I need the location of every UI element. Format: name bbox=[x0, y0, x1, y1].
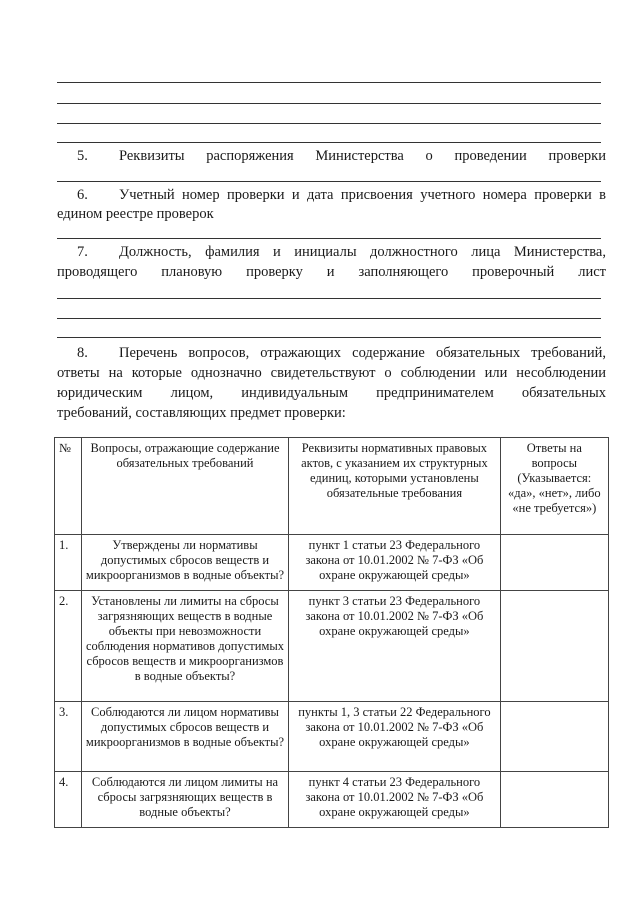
table-row bbox=[55, 772, 609, 828]
item-text: Реквизиты распоряжения Министерства о проведении проверки bbox=[119, 148, 606, 164]
blank-line bbox=[57, 318, 601, 319]
checklist-table bbox=[54, 437, 609, 828]
item-text-line: юридическим лицом, индивидуальным предпринимателем обязательных bbox=[57, 385, 606, 401]
item-text-line: проводящего плановую проверку и заполняющего проверочный лист bbox=[57, 264, 606, 280]
row-answer-cell[interactable] bbox=[500, 702, 608, 772]
item-text-line: Учетный номер проверки и дата присвоения учетного номера проверки в bbox=[119, 187, 606, 203]
header-number: № bbox=[55, 438, 82, 535]
item-text-line: ответы на которые однозначно свидетельствуют о соблюдении или несоблюдении bbox=[57, 365, 606, 381]
item-number: 7. bbox=[77, 244, 88, 260]
row-requisites: пункты 1, 3 статьи 22 Федерального закона от 10.01.2002 № 7-ФЗ «Об охране окружающей среды» bbox=[289, 702, 500, 772]
item-8-line-2 bbox=[57, 364, 606, 383]
item-6 bbox=[57, 186, 606, 205]
item-text-line: Перечень вопросов, отражающих содержание обязательных требований, bbox=[119, 345, 606, 361]
blank-line bbox=[57, 123, 601, 124]
table-header-row bbox=[55, 438, 609, 535]
table-row bbox=[55, 702, 609, 772]
blank-line bbox=[57, 238, 601, 239]
row-number: 2. bbox=[55, 591, 82, 702]
row-answer-cell[interactable] bbox=[500, 535, 608, 591]
header-answers: Ответы на вопросы (Указывается: «да», «нет», либо «не требуется») bbox=[500, 438, 608, 535]
row-requisites: пункт 4 статьи 23 Федерального закона от 10.01.2002 № 7-ФЗ «Об охране окружающей среды» bbox=[289, 772, 500, 828]
item-7-continued bbox=[57, 263, 606, 282]
row-requisites: пункт 3 статьи 23 Федерального закона от 10.01.2002 № 7-ФЗ «Об охране окружающей среды» bbox=[289, 591, 500, 702]
row-question: Соблюдаются ли лицом лимиты на сбросы загрязняющих веществ в водные объекты? bbox=[81, 772, 288, 828]
item-text-line: едином реестре проверок bbox=[57, 206, 214, 222]
blank-line bbox=[57, 103, 601, 104]
row-number: 1. bbox=[55, 535, 82, 591]
blank-line bbox=[57, 142, 601, 143]
row-question: Соблюдаются ли лицом нормативы допустимых сбросов веществ и микроорганизмов в водные объекты? bbox=[81, 702, 288, 772]
item-number: 5. bbox=[77, 148, 88, 164]
item-8-line-4 bbox=[57, 404, 606, 423]
row-answer-cell[interactable] bbox=[500, 772, 608, 828]
row-number: 3. bbox=[55, 702, 82, 772]
item-5 bbox=[57, 147, 606, 166]
item-8 bbox=[57, 344, 606, 363]
item-text-line: требований, составляющих предмет проверки: bbox=[57, 405, 346, 421]
header-requisites: Реквизиты нормативных правовых актов, с указанием их структурных единиц, которыми установлены обязательные требования bbox=[289, 438, 500, 535]
row-question: Утверждены ли нормативы допустимых сбросов веществ и микроорганизмов в водные объекты? bbox=[81, 535, 288, 591]
row-number: 4. bbox=[55, 772, 82, 828]
item-text-line: Должность, фамилия и инициалы должностного лица Министерства, bbox=[119, 244, 606, 260]
item-number: 6. bbox=[77, 187, 88, 203]
blank-line bbox=[57, 298, 601, 299]
table-row bbox=[55, 535, 609, 591]
item-6-continued bbox=[57, 205, 606, 224]
row-question: Установлены ли лимиты на сбросы загрязняющих веществ в водные объекты при невозможности соблюдения нормативов допустимых сбросов веществ и микроорганизмов в водные объекты? bbox=[81, 591, 288, 702]
blank-line bbox=[57, 82, 601, 83]
item-number: 8. bbox=[77, 345, 88, 361]
header-question: Вопросы, отражающие содержание обязательных требований bbox=[81, 438, 288, 535]
row-answer-cell[interactable] bbox=[500, 591, 608, 702]
table-row bbox=[55, 591, 609, 702]
blank-line bbox=[57, 181, 601, 182]
blank-line bbox=[57, 337, 601, 338]
item-8-line-3 bbox=[57, 384, 606, 403]
row-requisites: пункт 1 статьи 23 Федерального закона от 10.01.2002 № 7-ФЗ «Об охране окружающей среды» bbox=[289, 535, 500, 591]
item-7 bbox=[57, 243, 606, 262]
